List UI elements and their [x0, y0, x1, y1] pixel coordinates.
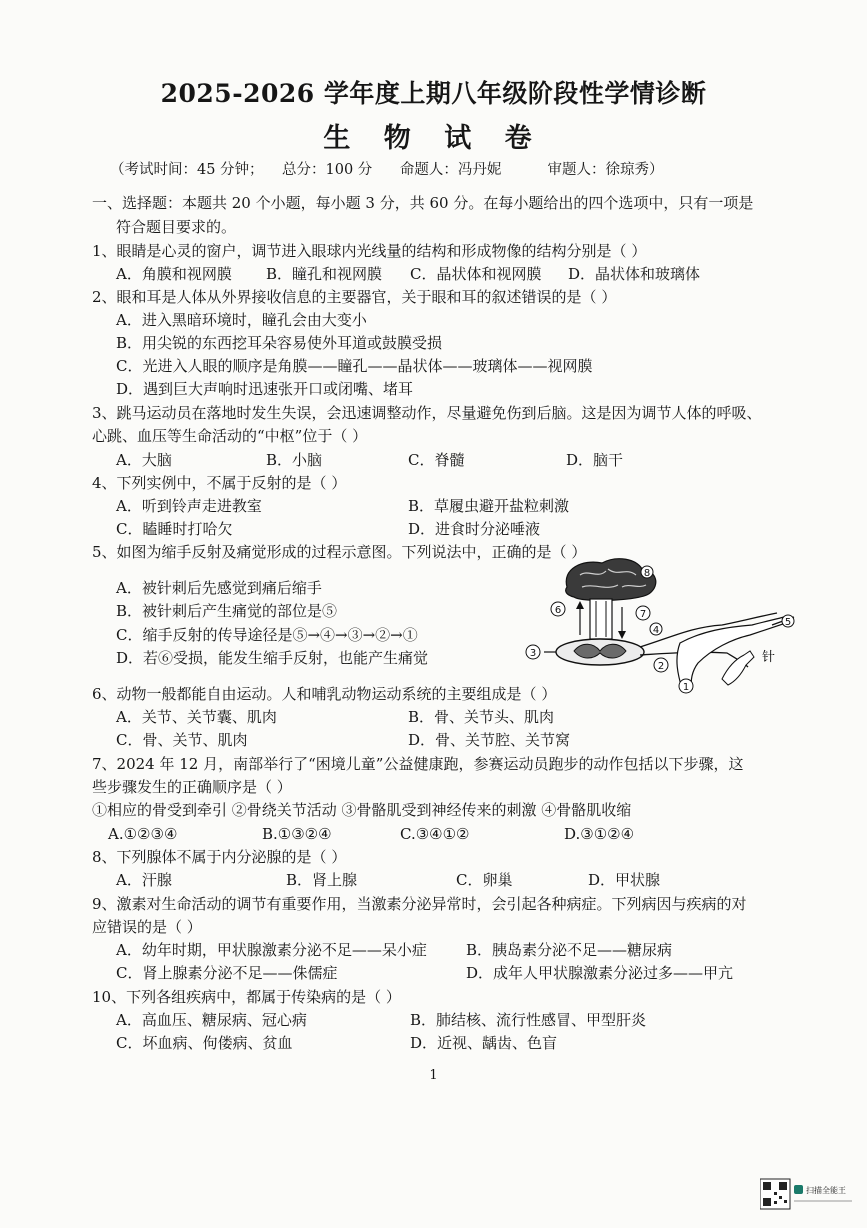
option-d: D．脑干: [566, 451, 624, 469]
section-instructions-line2: 符合题目要求的。: [116, 218, 237, 236]
option-c: C．脊髓: [408, 451, 465, 469]
option-c: C.③④①②: [400, 825, 470, 843]
option-c: C．卵巢: [456, 871, 513, 889]
question-5-option-a: A．被针刺后先感觉到痛后缩手: [116, 579, 322, 597]
option-d: D．成年人甲状腺激素分泌过多——甲亢: [466, 964, 734, 982]
question-3-stem-line2: 心跳、血压等生命活动的“中枢”位于（ ）: [92, 427, 368, 445]
question-2-option-b: B．用尖锐的东西挖耳朵容易使外耳道或鼓膜受损: [116, 334, 443, 352]
qr-code-icon: [760, 1177, 856, 1213]
question-7-stem-line1: 7、2024 年 12 月，南部举行了“困境儿童”公益健康跑，参赛运动员跑步的动作包括以下步骤，这: [92, 755, 744, 773]
option-a: A．关节、关节囊、肌肉: [116, 708, 277, 726]
option-c: C．坏血病、佝偻病、贫血: [116, 1034, 293, 1052]
option-a: A．高血压、糖尿病、冠心病: [116, 1011, 307, 1029]
option-a: A．幼年时期，甲状腺激素分泌不足——呆小症: [116, 941, 427, 959]
option-c: C．肾上腺素分泌不足——侏儒症: [116, 964, 338, 982]
exam-subtitle: 生 物 试 卷: [323, 123, 544, 154]
exam-title: 2025-2026 学年度上期八年级阶段性学情诊断: [160, 79, 707, 108]
option-c: C．晶状体和视网膜: [410, 265, 542, 283]
question-3-stem-line1: 3、跳马运动员在落地时发生失误，会迅速调整动作，尽量避免伤到后脑。这是因为调节人体的呼吸、: [92, 404, 762, 422]
section-instructions-line1: 一、选择题：本题共 20 个小题，每小题 3 分，共 60 分。在每小题给出的四个选项中，只有一项是: [92, 194, 754, 212]
camscanner-logo-icon: [794, 1185, 803, 1194]
label-4: 4: [652, 625, 660, 636]
option-b: B．肺结核、流行性感冒、甲型肝炎: [410, 1011, 647, 1029]
option-d: D.③①②④: [564, 825, 635, 843]
exam-info: （考试时间：45 分钟； 总分：100 分 命题人：冯丹妮 审题人：徐琼秀）: [110, 162, 664, 178]
option-b: B．草履虫避开盐粒刺激: [408, 497, 570, 515]
option-a: A．听到铃声走进教室: [116, 497, 262, 515]
label-5: 5: [784, 617, 792, 628]
question-8-stem: 8、下列腺体不属于内分泌腺的是（ ）: [92, 848, 347, 866]
page-number: 1: [429, 1068, 438, 1083]
scanner-watermark: [760, 1177, 856, 1213]
option-d: D．甲状腺: [588, 871, 661, 889]
option-a: A．大脑: [116, 451, 172, 469]
question-5-option-d: D．若⑥受损，能发生缩手反射，也能产生痛觉: [116, 649, 429, 667]
question-2-option-c: C．光进入人眼的顺序是角膜——瞳孔——晶状体——玻璃体——视网膜: [116, 357, 593, 375]
option-d: D．近视、龋齿、色盲: [410, 1034, 558, 1052]
option-a: A.①②③④: [108, 825, 178, 843]
question-5-option-b: B．被针刺后产生痛觉的部位是⑤: [116, 602, 338, 620]
label-7: 7: [639, 609, 647, 620]
option-d: D．骨、关节腔、关节窝: [408, 731, 571, 749]
option-a: A．角膜和视网膜: [116, 265, 232, 283]
label-8: 8: [643, 568, 651, 579]
scanner-brand: 扫描全能王: [806, 1186, 846, 1195]
question-2-option-d: D．遇到巨大声响时迅速张开口或闭嘴、堵耳: [116, 380, 414, 398]
question-7-stem-line2: 些步骤发生的正确顺序是（ ）: [92, 778, 292, 796]
question-2-option-a: A．进入黑暗环境时，瞳孔会由大变小: [116, 311, 367, 329]
label-2: 2: [657, 661, 665, 672]
question-5-option-c: C．缩手反射的传导途径是⑤→④→③→②→①: [116, 626, 418, 644]
reflex-arc-diagram: [522, 555, 802, 695]
option-b: B．小脑: [266, 451, 323, 469]
option-c: C．骨、关节、肌肉: [116, 731, 248, 749]
question-1-stem: 1、眼睛是心灵的窗户，调节进入眼球内光线量的结构和形成物像的结构分别是（ ）: [92, 242, 647, 260]
label-3: 3: [529, 648, 537, 659]
label-1: 1: [682, 682, 690, 693]
option-b: B．肾上腺: [286, 871, 358, 889]
needle-label: 针: [762, 650, 776, 665]
option-b: B．骨、关节头、肌肉: [408, 708, 555, 726]
question-6-stem: 6、动物一般都能自由运动。人和哺乳动物运动系统的主要组成是（ ）: [92, 685, 557, 703]
option-d: D．进食时分泌唾液: [408, 520, 541, 538]
question-9-stem-line2: 应错误的是（ ）: [92, 918, 202, 936]
option-b: B.①③②④: [262, 825, 332, 843]
option-d: D．晶状体和玻璃体: [568, 265, 701, 283]
question-5-stem: 5、如图为缩手反射及痛觉形成的过程示意图。下列说法中，正确的是（ ）: [92, 543, 587, 561]
question-7-steps: ①相应的骨受到牵引 ②骨绕关节活动 ③骨骼肌受到神经传来的刺激 ④骨骼肌收缩: [92, 801, 632, 819]
brain-shape: [566, 559, 656, 601]
question-9-stem-line1: 9、激素对生命活动的调节有重要作用，当激素分泌异常时，会引起各种病症。下列病因与疾病的对: [92, 895, 747, 913]
label-6: 6: [554, 605, 562, 616]
question-2-stem: 2、眼和耳是人体从外界接收信息的主要器官，关于眼和耳的叙述错误的是（ ）: [92, 288, 617, 306]
question-10-stem: 10、下列各组疾病中，都属于传染病的是（ ）: [92, 988, 401, 1006]
option-c: C．瞌睡时打哈欠: [116, 520, 233, 538]
option-a: A．汗腺: [116, 871, 172, 889]
question-4-stem: 4、下列实例中，不属于反射的是（ ）: [92, 474, 347, 492]
option-b: B．瞳孔和视网膜: [266, 265, 383, 283]
option-b: B．胰岛素分泌不足——糖尿病: [466, 941, 673, 959]
